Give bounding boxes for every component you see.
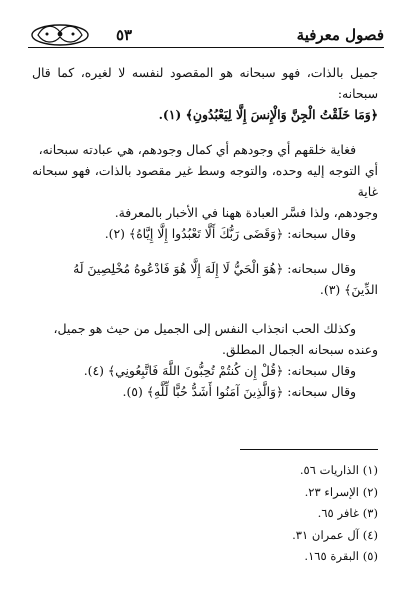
footnotes: [292, 460, 378, 568]
quoted-verse-line: وقال سبحانه: ﴿قُلْ إِن كُنتُمْ تُحِبُّونَ اللَّهَ فَاتَّبِعُونِي﴾ (٤).: [83, 363, 356, 378]
footnote-divider: [240, 449, 378, 450]
footnote-item: (١) الذاريات ٥٦.: [299, 463, 378, 477]
quran-verse: ﴿وَمَا خَلَقْتُ الْجِنَّ وَالْإِنسَ إِلَّا لِيَعْبُدُونِ﴾ (١).: [158, 107, 378, 122]
text-line: أي التوجه إليه وحده، والتوجه وسط غير مقصود بالذات، فهو سبحانه غاية: [32, 163, 378, 199]
page-header: [28, 22, 384, 48]
text-line: وعنده سبحانه الجمال المطلق.: [222, 342, 378, 357]
quoted-verse-line: وقال سبحانه: ﴿وَقَضَى رَبُّكَ أَلَّا تَعْبُدُوا إِلَّا إِيَّاهُ﴾ (٢).: [104, 226, 356, 241]
decorative-ornament-icon: [28, 22, 92, 48]
running-title: فصول معرفية: [296, 26, 384, 44]
header-divider: [28, 47, 384, 48]
text-line: فغاية خلقهم أي وجودهم أي كمال وجودهم، هي عبادته سبحانه،: [38, 142, 356, 157]
text-line: وجودهم، ولذا فسَّر العبادة ههنا في الأخبار بالمعرفة.: [114, 205, 378, 220]
footnote-item: (٣) غافر ٦٥.: [317, 506, 378, 520]
quoted-verse-line: الدِّينَ﴾ (٣).: [319, 282, 378, 297]
page-number: ٥٣: [116, 26, 133, 44]
footnote-item: (٢) الإسراء ٢٣.: [304, 484, 378, 499]
text-line: جميل بالذات، فهو سبحانه هو المقصود لنفسه لا لغيره، كما قال سبحانه:: [32, 65, 378, 101]
text-line: وكذلك الحب انجذاب النفس إلى الجميل من حيث هو جميل،: [53, 321, 356, 336]
quoted-verse-line: وقال سبحانه: ﴿وَالَّذِينَ آمَنُوا أَشَدُّ حُبًّا لِّلَّهِ﴾ (٥).: [122, 384, 356, 399]
main-text: [32, 62, 378, 402]
footnote-item: (٤) آل عمران ٣١.: [292, 527, 378, 542]
quoted-verse-line: وقال سبحانه: ﴿هُوَ الْحَيُّ لَا إِلَهَ إِلَّا هُوَ فَادْعُوهُ مُخْلِصِينَ لَهُ: [73, 261, 356, 276]
footnote-item: (٥) البقرة ١٦٥.: [304, 549, 378, 563]
